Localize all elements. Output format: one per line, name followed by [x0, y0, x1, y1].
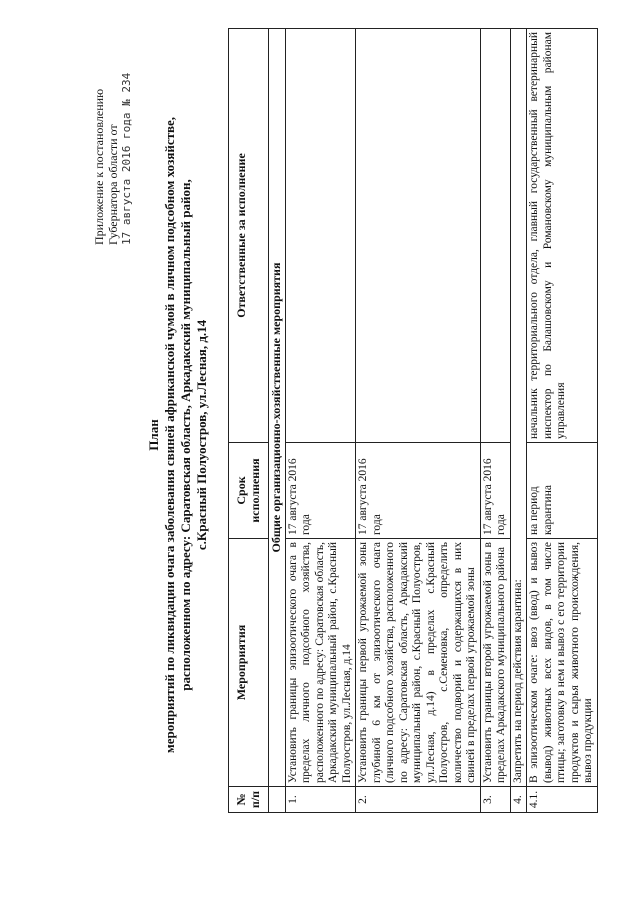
- row-number: 4.: [510, 787, 527, 813]
- table-header-row: [229, 29, 269, 813]
- row-measure: Запретить на период действия карантина:: [510, 29, 527, 787]
- document-title: [146, 85, 210, 785]
- approval-line-2: Губернатора области от: [106, 124, 120, 245]
- row-measure: Установить границы первой угрожаемой зоны глубиной 6 км от эпизоотического очага (личного подсобного хозяйства, расположенного по адресу: Саратовская область, Аркадакский муниципальный район, с.Красный Полуостров, ул.Лесная, д.14) в пределах с.Красный Полуостров, с.Семеновка, определить количество подворий и содержащихся в них свиней в пределах первой угрожаемой зоны: [356, 539, 481, 787]
- table-row: [356, 29, 481, 813]
- table-row: [510, 29, 527, 813]
- section-title: Общие организационно-хозяйственные мероприятия: [269, 29, 286, 787]
- row-measure: Установить границы второй угрожаемой зоны в пределах Аркадакского муниципального района: [480, 539, 510, 787]
- approval-line-3: 17 августа 2016 года № 234: [120, 72, 133, 245]
- approval-stamp: [92, 0, 134, 245]
- row-number: 3.: [480, 787, 510, 813]
- row-measure: В эпизоотическом очаге: ввоз (ввод) и вывоз (вывод) животных всех видов, в том числе птицы; заготовку в нем и вывоз с его территории продуктов и сырья животного происхождения, вывоз продукции: [527, 539, 598, 787]
- row-deadline: 17 августа 2016 года: [285, 443, 356, 539]
- row-number: 4.1.: [527, 787, 598, 813]
- title-line-3: расположенном по адресу: Саратовская область, Аркадакский муниципальный район,: [178, 179, 193, 691]
- header-deadline: Срок исполнения: [229, 443, 269, 539]
- row-deadline: на период карантина: [527, 443, 598, 539]
- measures-table: [228, 28, 598, 813]
- title-line-4: с.Красный Полуостров, ул.Лесная, д.14: [194, 319, 209, 551]
- row-number: 2.: [356, 787, 481, 813]
- table-row: [285, 29, 356, 813]
- table-row: [480, 29, 510, 813]
- row-deadline: 17 августа 2016 года: [480, 443, 510, 539]
- section-row: [269, 29, 286, 813]
- table-row: [527, 29, 598, 813]
- header-measures: Мероприятия: [229, 539, 269, 787]
- row-responsible: начальник территориального отдела, главный государственный ветеринарный инспектор по Балашовскому и Романовскому муниципальным районам управления: [527, 29, 598, 443]
- row-measure: Установить границы эпизоотического очага в пределах личного подсобного хозяйства, расположенного по адресу: Саратовская область, Аркадакский муниципальный район, с.Красный Полуостров, ул.Лесная, д.14: [285, 539, 356, 787]
- title-line-2: мероприятий по ликвидации очага заболевания свиней африканской чумой в личном подсобном хозяйстве,: [162, 116, 177, 754]
- row-number: 1.: [285, 787, 356, 813]
- row-deadline: 17 августа 2016 года: [356, 443, 481, 539]
- approval-line-1: Приложение к постановлению: [92, 88, 106, 245]
- title-line-1: План: [146, 419, 161, 451]
- row-responsible: [480, 29, 510, 443]
- row-responsible: [356, 29, 481, 443]
- header-num: № п/п: [229, 787, 269, 813]
- header-responsible: Ответственные за исполнение: [229, 29, 269, 443]
- row-responsible: [285, 29, 356, 443]
